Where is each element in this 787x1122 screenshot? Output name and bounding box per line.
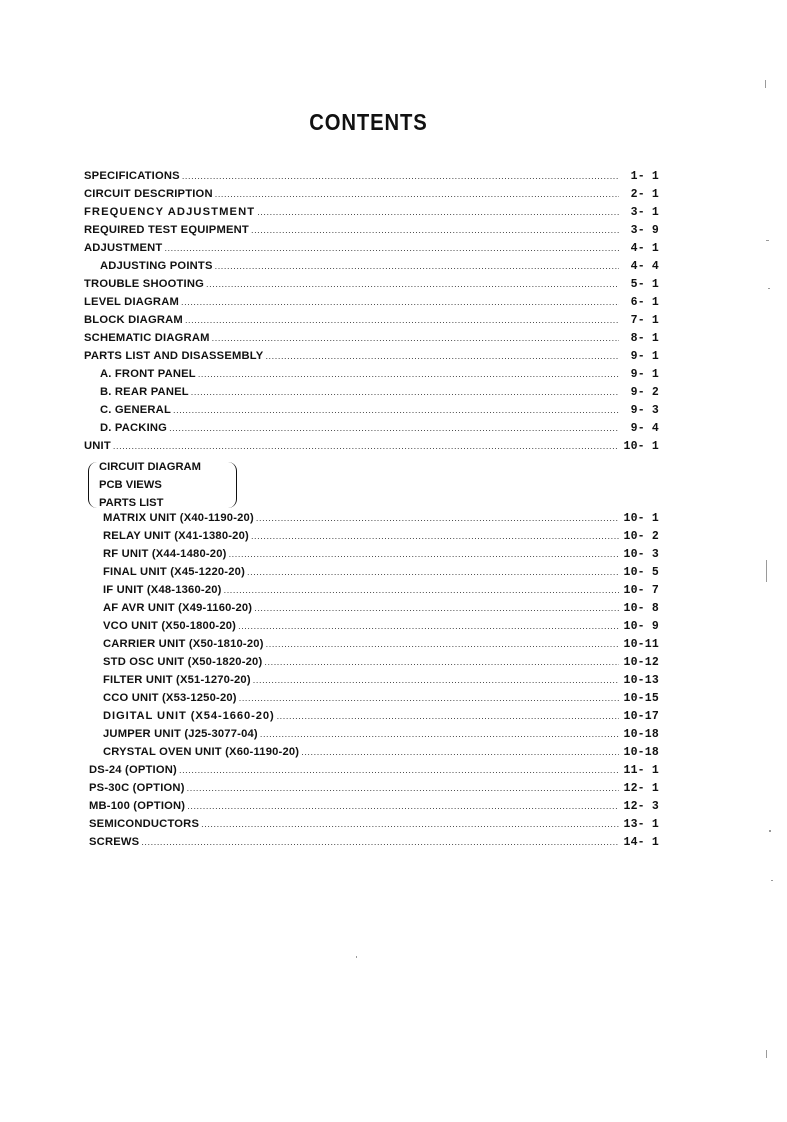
toc-entry bbox=[84, 782, 659, 800]
toc-entry-page: 9- 4 bbox=[630, 422, 659, 435]
toc-entry bbox=[84, 800, 659, 818]
left-brace bbox=[88, 462, 97, 508]
dot-leader bbox=[251, 225, 619, 235]
toc-entry-page: 12- 3 bbox=[623, 800, 659, 813]
toc-entry bbox=[84, 602, 659, 620]
toc-entry bbox=[84, 170, 659, 188]
toc-entry-label: IF UNIT (X48-1360-20) bbox=[103, 584, 222, 596]
unit-contents-item: PARTS LIST bbox=[99, 497, 164, 509]
toc-entry-label: UNIT bbox=[84, 440, 111, 452]
toc-entry bbox=[84, 296, 659, 314]
scan-speck bbox=[765, 80, 766, 88]
dot-leader bbox=[265, 351, 619, 361]
toc-entry-page: 12- 1 bbox=[623, 782, 659, 795]
page-title: CONTENTS bbox=[309, 109, 428, 135]
toc-entry-label: DIGITAL UNIT (X54-1660-20) bbox=[103, 710, 275, 722]
toc-entry-page: 4- 4 bbox=[630, 260, 659, 273]
toc-entry-label: CCO UNIT (X53-1250-20) bbox=[103, 692, 237, 704]
toc-entry-page: 10-15 bbox=[623, 692, 659, 705]
toc-entry bbox=[84, 584, 659, 602]
toc-entry-page: 5- 1 bbox=[630, 278, 659, 291]
toc-entry-page: 9- 1 bbox=[630, 368, 659, 381]
toc-entry bbox=[84, 422, 659, 440]
toc-entry-page: 14- 1 bbox=[623, 836, 659, 849]
toc-entry-page: 9- 3 bbox=[630, 404, 659, 417]
dot-leader bbox=[164, 243, 619, 253]
toc-entry bbox=[84, 440, 659, 458]
toc-entry-page: 3- 9 bbox=[630, 224, 659, 237]
toc-entry-page: 6- 1 bbox=[630, 296, 659, 309]
toc-entry-page: 10-13 bbox=[623, 674, 659, 687]
toc-entry-page: 11- 1 bbox=[623, 764, 659, 777]
dot-leader bbox=[239, 693, 619, 703]
toc-entry-label: AF AVR UNIT (X49-1160-20) bbox=[103, 602, 253, 614]
toc-entry-label: CIRCUIT DESCRIPTION bbox=[84, 188, 213, 200]
toc-entry-label: TROUBLE SHOOTING bbox=[84, 278, 205, 290]
toc-entry-page: 10- 3 bbox=[623, 548, 659, 561]
toc-entry bbox=[84, 332, 659, 350]
dot-leader bbox=[182, 171, 619, 181]
toc-entry-page: 8- 1 bbox=[630, 332, 659, 345]
toc-entry-page: 9- 1 bbox=[630, 350, 659, 363]
dot-leader bbox=[277, 711, 619, 721]
toc-entry-label: PARTS LIST AND DISASSEMBLY bbox=[84, 350, 264, 362]
toc-entry-page: 3- 1 bbox=[630, 206, 659, 219]
toc-entry bbox=[84, 710, 659, 728]
toc-entry-label: FREQUENCY ADJUSTMENT bbox=[84, 206, 256, 218]
dot-leader bbox=[198, 369, 619, 379]
toc-entry-page: 10- 8 bbox=[623, 602, 659, 615]
toc-entry-label: VCO UNIT (X50-1800-20) bbox=[103, 620, 237, 632]
toc-entry-page: 2- 1 bbox=[630, 188, 659, 201]
toc-entry-page: 10-18 bbox=[623, 746, 659, 759]
dot-leader bbox=[173, 405, 619, 415]
toc-entry bbox=[84, 350, 659, 368]
toc-entry-label: ADJUSTING POINTS bbox=[100, 260, 213, 272]
toc-entry bbox=[84, 206, 659, 224]
toc-entry-label: MB-100 (OPTION) bbox=[89, 800, 186, 812]
toc-entry bbox=[84, 728, 659, 746]
toc-entry-page: 10-11 bbox=[623, 638, 659, 651]
toc-entry bbox=[84, 224, 659, 242]
dot-leader bbox=[185, 315, 619, 325]
toc-entry-page: 1- 1 bbox=[630, 170, 659, 183]
dot-leader bbox=[254, 603, 619, 613]
toc-entry bbox=[84, 512, 659, 530]
toc-entry-label: PS-30C (OPTION) bbox=[89, 782, 185, 794]
toc-entry-page: 10- 2 bbox=[623, 530, 659, 543]
unit-contents-item: PCB VIEWS bbox=[99, 479, 162, 491]
toc-entry-label: FILTER UNIT (X51-1270-20) bbox=[103, 674, 251, 686]
dot-leader bbox=[179, 765, 619, 775]
toc-entry bbox=[84, 674, 659, 692]
toc-entry-label: REQUIRED TEST EQUIPMENT bbox=[84, 224, 249, 236]
toc-entry-page: 7- 1 bbox=[630, 314, 659, 327]
dot-leader bbox=[181, 297, 619, 307]
toc-entry bbox=[84, 278, 659, 296]
toc-entry-page: 13- 1 bbox=[623, 818, 659, 831]
toc-entry bbox=[84, 566, 659, 584]
unit-contents-item: CIRCUIT DIAGRAM bbox=[99, 461, 201, 473]
toc-entry bbox=[84, 314, 659, 332]
toc-entry bbox=[84, 368, 659, 386]
dot-leader bbox=[256, 513, 619, 523]
scan-speck bbox=[766, 240, 769, 241]
dot-leader bbox=[260, 729, 619, 739]
dot-leader bbox=[113, 441, 619, 451]
table-of-contents bbox=[84, 170, 659, 854]
dot-leader bbox=[215, 261, 619, 271]
dot-leader bbox=[264, 657, 619, 667]
dot-leader bbox=[257, 207, 619, 217]
dot-leader bbox=[212, 333, 619, 343]
right-brace bbox=[228, 462, 237, 508]
toc-entry bbox=[84, 620, 659, 638]
unit-contents-group bbox=[88, 458, 659, 512]
scan-speck bbox=[769, 830, 771, 832]
toc-entry-page: 10- 1 bbox=[623, 440, 659, 453]
toc-entry-page: 10-18 bbox=[623, 728, 659, 741]
dot-leader bbox=[301, 747, 619, 757]
toc-entry bbox=[84, 386, 659, 404]
dot-leader bbox=[191, 387, 619, 397]
dot-leader bbox=[141, 837, 619, 847]
toc-entry-page: 10-12 bbox=[623, 656, 659, 669]
toc-entry-page: 10- 5 bbox=[623, 566, 659, 579]
toc-entry-page: 4- 1 bbox=[630, 242, 659, 255]
toc-entry bbox=[84, 530, 659, 548]
toc-entry-label: C. GENERAL bbox=[100, 404, 171, 416]
toc-entry-label: MATRIX UNIT (X40-1190-20) bbox=[103, 512, 254, 524]
toc-entry-label: SPECIFICATIONS bbox=[84, 170, 180, 182]
toc-entry bbox=[84, 836, 659, 854]
toc-entry-label: SEMICONDUCTORS bbox=[89, 818, 200, 830]
dot-leader bbox=[224, 585, 619, 595]
toc-entry-label: JUMPER UNIT (J25-3077-04) bbox=[103, 728, 258, 740]
toc-entry-label: STD OSC UNIT (X50-1820-20) bbox=[103, 656, 263, 668]
dot-leader bbox=[251, 531, 619, 541]
toc-entry bbox=[84, 188, 659, 206]
toc-entry bbox=[84, 260, 659, 278]
toc-entry-label: BLOCK DIAGRAM bbox=[84, 314, 183, 326]
toc-entry bbox=[84, 746, 659, 764]
toc-entry-label: DS-24 (OPTION) bbox=[89, 764, 177, 776]
toc-entry-label: SCREWS bbox=[89, 836, 140, 848]
toc-entry-label: ADJUSTMENT bbox=[84, 242, 163, 254]
dot-leader bbox=[253, 675, 619, 685]
toc-entry-label: RELAY UNIT (X41-1380-20) bbox=[103, 530, 249, 542]
toc-entry-label: FINAL UNIT (X45-1220-20) bbox=[103, 566, 245, 578]
dot-leader bbox=[187, 783, 619, 793]
toc-entry-page: 10-17 bbox=[623, 710, 659, 723]
toc-entry-label: A. FRONT PANEL bbox=[100, 368, 196, 380]
dot-leader bbox=[238, 621, 619, 631]
scan-speck bbox=[768, 288, 770, 289]
dot-leader bbox=[201, 819, 619, 829]
toc-entry-label: SCHEMATIC DIAGRAM bbox=[84, 332, 210, 344]
toc-entry bbox=[84, 404, 659, 422]
scan-speck bbox=[771, 880, 773, 881]
dot-leader bbox=[206, 279, 619, 289]
toc-entry-page: 10- 9 bbox=[623, 620, 659, 633]
scan-speck bbox=[356, 956, 357, 958]
dot-leader bbox=[169, 423, 619, 433]
toc-entry bbox=[84, 818, 659, 836]
toc-entry bbox=[84, 638, 659, 656]
dot-leader bbox=[215, 189, 619, 199]
toc-entry-label: RF UNIT (X44-1480-20) bbox=[103, 548, 227, 560]
toc-entry-page: 9- 2 bbox=[630, 386, 659, 399]
toc-entry-label: LEVEL DIAGRAM bbox=[84, 296, 180, 308]
dot-leader bbox=[187, 801, 619, 811]
toc-entry-page: 10- 7 bbox=[623, 584, 659, 597]
toc-entry-label: B. REAR PANEL bbox=[100, 386, 189, 398]
toc-entry bbox=[84, 656, 659, 674]
toc-entry bbox=[84, 692, 659, 710]
dot-leader bbox=[229, 549, 619, 559]
toc-entry-label: CARRIER UNIT (X50-1810-20) bbox=[103, 638, 264, 650]
dot-leader bbox=[247, 567, 619, 577]
scan-speck bbox=[766, 560, 767, 582]
toc-entry-label: CRYSTAL OVEN UNIT (X60-1190-20) bbox=[103, 746, 300, 758]
dot-leader bbox=[266, 639, 619, 649]
toc-entry-label: D. PACKING bbox=[100, 422, 168, 434]
toc-entry-page: 10- 1 bbox=[623, 512, 659, 525]
scan-speck bbox=[766, 1050, 767, 1058]
toc-entry bbox=[84, 764, 659, 782]
toc-entry bbox=[84, 548, 659, 566]
toc-entry bbox=[84, 242, 659, 260]
